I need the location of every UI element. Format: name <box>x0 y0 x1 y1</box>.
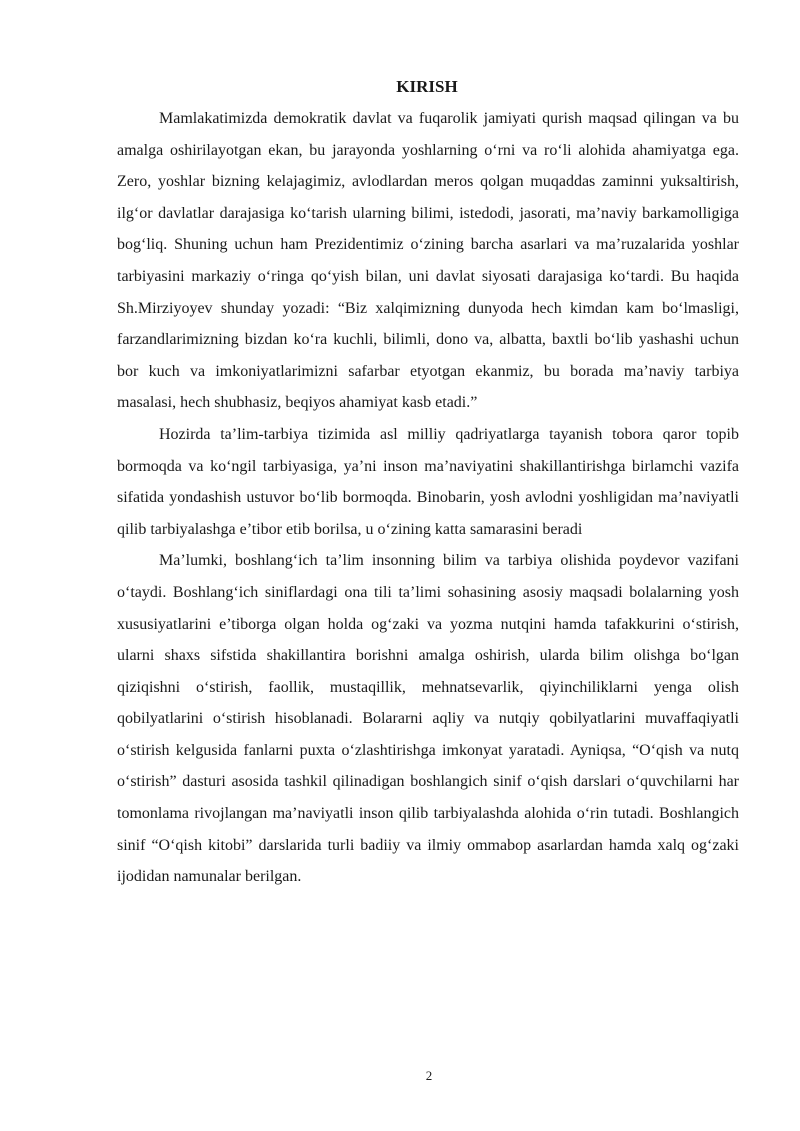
body-text <box>117 103 739 893</box>
paragraph-3: Ma’lumki, boshlang‘ich ta’lim insonning bilim va tarbiya olishida poydevor vazifani o‘taydi. Boshlang‘ich siniflardagi ona tili ta’limi sohasining asosiy maqsadi bolalarning yosh xususiyatlarini e’tiborga olgan holda og‘zaki va yozma nutqini hamda tafakkurini o‘stirish, ularni shaxs sifstida shakillantira borishni amalga oshirish, ularda bilim olishga bo‘lgan qiziqishni o‘stirish, faollik, mustaqillik, mehnatsevarlik, qiyinchiliklarni yenga olish qobilyatlarini o‘stirish hisoblanadi. Bolararni aqliy va nutqiy qobilyatlarini muvaffaqiyatli o‘stirish kelgusida fanlarni puxta o‘zlashtirishga imkonyat yaratadi. Ayniqsa, “O‘qish va nutq o‘stirish” dasturi asosida tashkil qilinadigan boshlangich sinif o‘qish darslari o‘quvchilarni har tomonlama rivojlangan ma’naviyatli inson qilib tarbiyalashda alohida o‘rin tutadi. Boshlangich sinif “O‘qish kitobi” darslarida turli badiiy va ilmiy ommabop asarlardan hamda xalq og‘zaki ijodidan namunalar berilgan. <box>117 552 739 886</box>
paragraph-1: Mamlakatimizda demokratik davlat va fuqarolik jamiyati qurish maqsad qilingan va bu amalga oshirilayotgan ekan, bu jarayonda yoshlarning o‘rni va ro‘li alohida ahamiyatga ega. Zero, yoshlar bizning kelajagimiz, avlodlardan meros qolgan muqaddas zaminni yuksaltirish, ilg‘or davlatlar darajasiga ko‘tarish ularning bilimi, istedodi, jasorati, ma’naviy barkamolligiga bog‘liq. Shuning uchun ham Prezidentimiz o‘zining barcha asarlari va ma’ruzalarida yoshlar tarbiyasini markaziy o‘ringa qo‘yish bilan, uni davlat siyosati darajasiga ko‘tardi. Bu haqida Sh.Mirziyoyev shunday yozadi: “Biz xalqimizning dunyoda hech kimdan kam bo‘lmasligi, farzandlarimizning bizdan ko‘ra kuchli, bilimli, dono va, albatta, baxtli bo‘lib yashashi uchun bor kuch va imkoniyatlarimizni safarbar etyotgan ekanmiz, bu borada ma’naviy tarbiya masalasi, hech shubhasiz, beqiyos ahamiyat kasb etadi.” <box>117 110 739 412</box>
paragraph-2: Hozirda ta’lim-tarbiya tizimida asl milliy qadriyatlarga tayanish tobora qaror topib bormoqda va ko‘ngil tarbiyasiga, ya’ni inson ma’naviyatini shakillantirishga birlamchi vazifa sifatida yondashish ustuvor bo‘lib bormoqda. Binobarin, yosh avlodni yoshligidan ma’naviyatli qilib tarbiyalashga e’tibor etib borilsa, u o‘zining katta samarasini beradi <box>117 425 739 538</box>
section-heading: KIRISH <box>396 77 458 96</box>
page-number: 2 <box>425 1068 433 1083</box>
